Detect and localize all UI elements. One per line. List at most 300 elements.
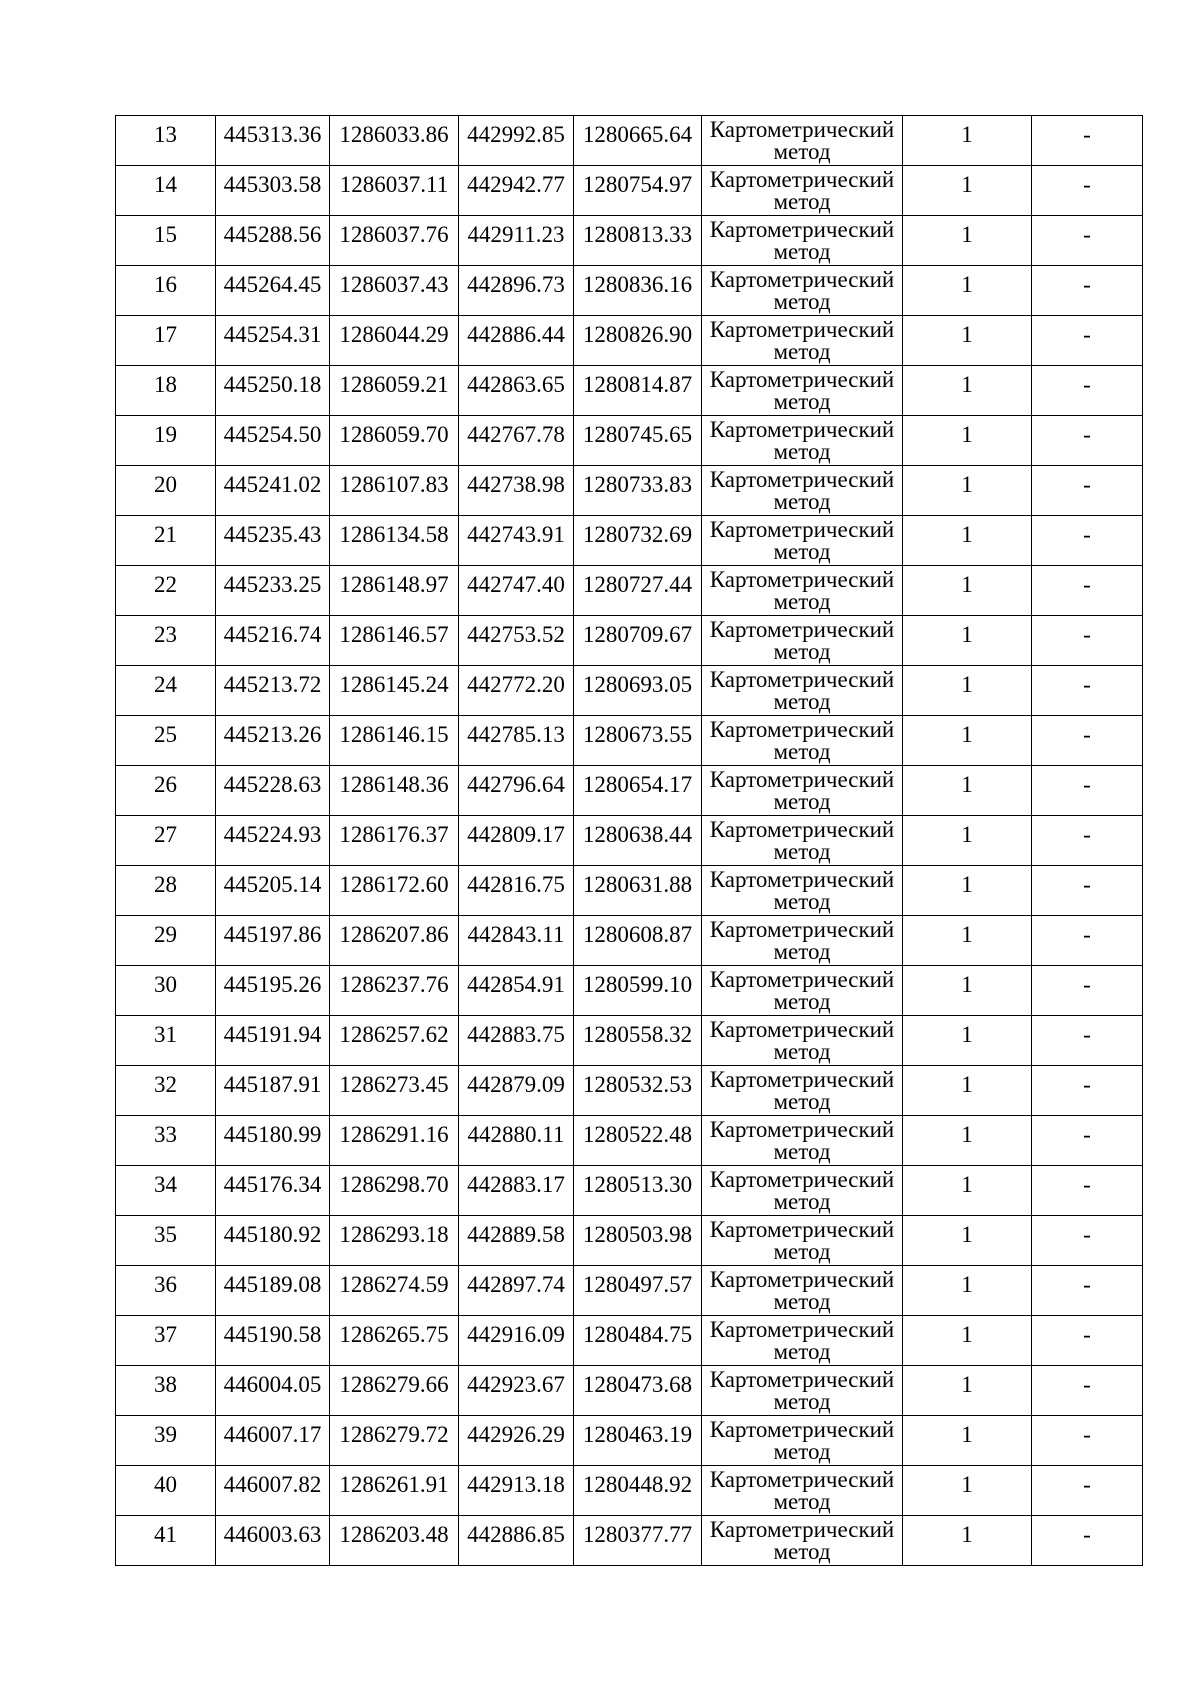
y-coordinate-2-cell	[574, 816, 702, 866]
point-number-cell	[116, 916, 216, 966]
table-row	[116, 1466, 1143, 1516]
x-coordinate-2-text: 442942.77	[467, 172, 565, 197]
x-coordinate-2-cell	[459, 866, 574, 916]
method-text-line1: Картометрический	[709, 1367, 895, 1392]
note-text: -	[1083, 722, 1091, 747]
accuracy-text: 1	[961, 372, 973, 397]
x-coordinate-2-text: 442883.75	[467, 1022, 565, 1047]
y-coordinate-1-text: 1286279.72	[339, 1422, 449, 1447]
x-coordinate-2-text: 442854.91	[467, 972, 565, 997]
y-coordinate-1-text: 1286274.59	[339, 1272, 449, 1297]
point-number-text: 32	[154, 1072, 177, 1097]
table-row	[116, 116, 1143, 166]
table-row	[116, 1066, 1143, 1116]
x-coordinate-2-text: 442886.85	[467, 1522, 565, 1547]
method-text-line1: Картометрический	[709, 667, 895, 692]
point-number-text: 36	[154, 1272, 177, 1297]
note-text: -	[1083, 172, 1091, 197]
y-coordinate-1-cell	[330, 266, 459, 316]
point-number-cell	[116, 866, 216, 916]
method-text-line2: метод	[773, 1489, 831, 1514]
method-text-line1: Картометрический	[709, 1267, 895, 1292]
method-text-line2: метод	[773, 139, 831, 164]
method-cell	[702, 1116, 903, 1166]
y-coordinate-1-text: 1286146.15	[339, 722, 449, 747]
point-number-cell	[116, 416, 216, 466]
accuracy-text: 1	[961, 1122, 973, 1147]
method-cell	[702, 116, 903, 166]
y-coordinate-1-cell	[330, 316, 459, 366]
x-coordinate-2-cell	[459, 566, 574, 616]
note-cell	[1032, 666, 1143, 716]
accuracy-text: 1	[961, 1522, 973, 1547]
method-text-line2: метод	[773, 789, 831, 814]
note-cell	[1032, 966, 1143, 1016]
x-coordinate-2-cell	[459, 1066, 574, 1116]
x-coordinate-1-cell	[216, 866, 330, 916]
note-cell	[1032, 1216, 1143, 1266]
x-coordinate-1-text: 445233.25	[223, 572, 322, 597]
y-coordinate-2-cell	[574, 916, 702, 966]
y-coordinate-1-text: 1286146.57	[339, 622, 449, 647]
y-coordinate-2-cell	[574, 166, 702, 216]
method-cell	[702, 1416, 903, 1466]
table-row	[116, 1016, 1143, 1066]
y-coordinate-2-cell	[574, 566, 702, 616]
y-coordinate-1-cell	[330, 1366, 459, 1416]
x-coordinate-1-text: 445191.94	[223, 1022, 322, 1047]
note-text: -	[1083, 972, 1091, 997]
note-text: -	[1083, 1072, 1091, 1097]
y-coordinate-1-text: 1286044.29	[339, 322, 449, 347]
table-row	[116, 1216, 1143, 1266]
method-cell	[702, 666, 903, 716]
x-coordinate-2-cell	[459, 766, 574, 816]
point-number-text: 33	[154, 1122, 177, 1147]
y-coordinate-2-text: 1280826.90	[582, 322, 693, 347]
method-text-line1: Картометрический	[709, 217, 895, 242]
accuracy-text: 1	[961, 872, 973, 897]
y-coordinate-2-text: 1280693.05	[582, 672, 693, 697]
y-coordinate-1-cell	[330, 566, 459, 616]
y-coordinate-2-text: 1280814.87	[582, 372, 693, 397]
method-text-line2: метод	[773, 1089, 831, 1114]
x-coordinate-2-cell	[459, 516, 574, 566]
accuracy-cell	[903, 1016, 1032, 1066]
x-coordinate-1-cell	[216, 1316, 330, 1366]
point-number-text: 34	[154, 1172, 177, 1197]
point-number-text: 26	[154, 772, 177, 797]
y-coordinate-2-cell	[574, 316, 702, 366]
accuracy-text: 1	[961, 722, 973, 747]
x-coordinate-1-text: 445241.02	[223, 472, 322, 497]
x-coordinate-2-cell	[459, 416, 574, 466]
method-text-line2: метод	[773, 1239, 831, 1264]
x-coordinate-1-text: 445189.08	[223, 1272, 322, 1297]
note-cell	[1032, 1116, 1143, 1166]
note-cell	[1032, 1416, 1143, 1466]
x-coordinate-1-text: 445228.63	[223, 772, 322, 797]
table-row	[116, 266, 1143, 316]
y-coordinate-1-text: 1286291.16	[339, 1122, 449, 1147]
note-text: -	[1083, 822, 1091, 847]
x-coordinate-2-cell	[459, 1466, 574, 1516]
y-coordinate-1-cell	[330, 866, 459, 916]
table-row	[116, 916, 1143, 966]
y-coordinate-1-cell	[330, 916, 459, 966]
method-text-line2: метод	[773, 539, 831, 564]
method-text-line1: Картометрический	[709, 967, 895, 992]
x-coordinate-1-cell	[216, 1266, 330, 1316]
y-coordinate-2-cell	[574, 966, 702, 1016]
y-coordinate-2-text: 1280631.88	[582, 872, 693, 897]
y-coordinate-1-text: 1286107.83	[339, 472, 449, 497]
accuracy-text: 1	[961, 622, 973, 647]
x-coordinate-1-cell	[216, 1516, 330, 1566]
x-coordinate-1-cell	[216, 666, 330, 716]
y-coordinate-2-cell	[574, 366, 702, 416]
x-coordinate-1-text: 445254.31	[223, 322, 322, 347]
y-coordinate-2-cell	[574, 266, 702, 316]
method-cell	[702, 1366, 903, 1416]
method-text-line2: метод	[773, 639, 831, 664]
method-text-line1: Картометрический	[709, 1317, 895, 1342]
x-coordinate-2-text: 442897.74	[467, 1272, 565, 1297]
x-coordinate-2-text: 442923.67	[467, 1372, 565, 1397]
note-cell	[1032, 166, 1143, 216]
y-coordinate-2-cell	[574, 766, 702, 816]
accuracy-cell	[903, 1366, 1032, 1416]
x-coordinate-2-text: 442926.29	[467, 1422, 565, 1447]
x-coordinate-1-cell	[216, 1466, 330, 1516]
y-coordinate-1-text: 1286207.86	[339, 922, 449, 947]
method-text-line2: метод	[773, 439, 831, 464]
y-coordinate-1-text: 1286033.86	[339, 122, 449, 147]
x-coordinate-1-cell	[216, 766, 330, 816]
y-coordinate-1-text: 1286203.48	[339, 1522, 449, 1547]
x-coordinate-1-text: 445176.34	[223, 1172, 322, 1197]
method-cell	[702, 266, 903, 316]
method-text-line1: Картометрический	[709, 1417, 895, 1442]
x-coordinate-2-cell	[459, 466, 574, 516]
x-coordinate-1-cell	[216, 316, 330, 366]
x-coordinate-2-text: 442883.17	[467, 1172, 565, 1197]
method-cell	[702, 766, 903, 816]
y-coordinate-2-text: 1280608.87	[582, 922, 693, 947]
note-cell	[1032, 716, 1143, 766]
table-row	[116, 566, 1143, 616]
x-coordinate-1-cell	[216, 1366, 330, 1416]
accuracy-text: 1	[961, 1022, 973, 1047]
y-coordinate-2-text: 1280503.98	[582, 1222, 693, 1247]
note-cell	[1032, 1166, 1143, 1216]
y-coordinate-2-text: 1280673.55	[582, 722, 693, 747]
y-coordinate-1-cell	[330, 716, 459, 766]
note-cell	[1032, 766, 1143, 816]
x-coordinate-2-cell	[459, 1216, 574, 1266]
point-number-cell	[116, 716, 216, 766]
method-text-line1: Картометрический	[709, 1517, 895, 1542]
note-text: -	[1083, 1172, 1091, 1197]
accuracy-cell	[903, 266, 1032, 316]
x-coordinate-2-text: 442767.78	[467, 422, 565, 447]
y-coordinate-1-cell	[330, 1516, 459, 1566]
point-number-cell	[116, 666, 216, 716]
accuracy-cell	[903, 1066, 1032, 1116]
x-coordinate-2-text: 442796.64	[467, 772, 565, 797]
note-cell	[1032, 366, 1143, 416]
x-coordinate-1-text: 445235.43	[223, 522, 322, 547]
method-cell	[702, 566, 903, 616]
note-text: -	[1083, 1522, 1091, 1547]
method-text-line1: Картометрический	[709, 367, 895, 392]
x-coordinate-2-cell	[459, 1516, 574, 1566]
table-row	[116, 216, 1143, 266]
y-coordinate-2-cell	[574, 666, 702, 716]
x-coordinate-1-cell	[216, 266, 330, 316]
accuracy-cell	[903, 1116, 1032, 1166]
method-text-line2: метод	[773, 1039, 831, 1064]
point-number-cell	[116, 1366, 216, 1416]
x-coordinate-1-text: 445187.91	[223, 1072, 322, 1097]
note-text: -	[1083, 1022, 1091, 1047]
table-row	[116, 666, 1143, 716]
y-coordinate-1-cell	[330, 516, 459, 566]
table-row	[116, 1116, 1143, 1166]
note-text: -	[1083, 372, 1091, 397]
x-coordinate-2-text: 442785.13	[467, 722, 565, 747]
point-number-text: 25	[154, 722, 177, 747]
x-coordinate-1-cell	[216, 966, 330, 1016]
note-cell	[1032, 816, 1143, 866]
method-text-line1: Картометрический	[709, 1217, 895, 1242]
note-text: -	[1083, 222, 1091, 247]
method-text-line2: метод	[773, 939, 831, 964]
point-number-text: 29	[154, 922, 177, 947]
note-cell	[1032, 266, 1143, 316]
point-number-cell	[116, 1516, 216, 1566]
x-coordinate-1-text: 445254.50	[223, 422, 322, 447]
x-coordinate-2-cell	[459, 666, 574, 716]
method-text-line2: метод	[773, 489, 831, 514]
y-coordinate-1-text: 1286257.62	[339, 1022, 449, 1047]
accuracy-text: 1	[961, 922, 973, 947]
x-coordinate-1-text: 445250.18	[223, 372, 322, 397]
x-coordinate-1-cell	[216, 516, 330, 566]
point-number-text: 16	[154, 272, 177, 297]
point-number-cell	[116, 1316, 216, 1366]
point-number-cell	[116, 1066, 216, 1116]
y-coordinate-1-text: 1286172.60	[339, 872, 449, 897]
accuracy-cell	[903, 1516, 1032, 1566]
point-number-text: 13	[154, 122, 177, 147]
table-row	[116, 166, 1143, 216]
method-text-line1: Картометрический	[709, 417, 895, 442]
x-coordinate-2-text: 442753.52	[467, 622, 565, 647]
point-number-cell	[116, 1266, 216, 1316]
accuracy-cell	[903, 1266, 1032, 1316]
point-number-cell	[116, 1416, 216, 1466]
note-text: -	[1083, 522, 1091, 547]
accuracy-cell	[903, 316, 1032, 366]
method-text-line2: метод	[773, 889, 831, 914]
x-coordinate-2-cell	[459, 116, 574, 166]
point-number-text: 15	[154, 222, 177, 247]
point-number-cell	[116, 516, 216, 566]
table-row	[116, 966, 1143, 1016]
accuracy-cell	[903, 366, 1032, 416]
x-coordinate-2-text: 442889.58	[467, 1222, 565, 1247]
x-coordinate-2-cell	[459, 166, 574, 216]
accuracy-cell	[903, 416, 1032, 466]
point-number-text: 14	[154, 172, 177, 197]
y-coordinate-2-cell	[574, 1066, 702, 1116]
point-number-cell	[116, 366, 216, 416]
y-coordinate-2-cell	[574, 1516, 702, 1566]
accuracy-text: 1	[961, 472, 973, 497]
x-coordinate-1-text: 445313.36	[223, 122, 322, 147]
table-row	[116, 1266, 1143, 1316]
note-text: -	[1083, 322, 1091, 347]
note-cell	[1032, 416, 1143, 466]
accuracy-text: 1	[961, 1372, 973, 1397]
y-coordinate-1-text: 1286037.43	[339, 272, 449, 297]
x-coordinate-2-cell	[459, 266, 574, 316]
x-coordinate-1-text: 445213.72	[223, 672, 322, 697]
method-text-line2: метод	[773, 1339, 831, 1364]
point-number-cell	[116, 616, 216, 666]
y-coordinate-2-text: 1280599.10	[582, 972, 693, 997]
x-coordinate-2-text: 442880.11	[467, 1122, 565, 1147]
method-text-line1: Картометрический	[709, 1117, 895, 1142]
point-number-text: 39	[154, 1422, 177, 1447]
coordinates-table	[115, 115, 1143, 1566]
accuracy-cell	[903, 716, 1032, 766]
x-coordinate-1-cell	[216, 1116, 330, 1166]
accuracy-cell	[903, 466, 1032, 516]
accuracy-text: 1	[961, 322, 973, 347]
accuracy-text: 1	[961, 1422, 973, 1447]
y-coordinate-2-text: 1280522.48	[582, 1122, 693, 1147]
method-text-line2: метод	[773, 289, 831, 314]
point-number-cell	[116, 1166, 216, 1216]
y-coordinate-2-text: 1280448.92	[582, 1472, 693, 1497]
accuracy-cell	[903, 866, 1032, 916]
accuracy-cell	[903, 566, 1032, 616]
x-coordinate-2-cell	[459, 1266, 574, 1316]
method-text-line1: Картометрический	[709, 517, 895, 542]
note-cell	[1032, 516, 1143, 566]
note-cell	[1032, 466, 1143, 516]
method-text-line1: Картометрический	[709, 917, 895, 942]
accuracy-cell	[903, 916, 1032, 966]
x-coordinate-1-cell	[216, 416, 330, 466]
table-body	[116, 116, 1143, 1566]
y-coordinate-2-cell	[574, 1016, 702, 1066]
point-number-text: 17	[154, 322, 177, 347]
x-coordinate-2-cell	[459, 916, 574, 966]
accuracy-text: 1	[961, 1072, 973, 1097]
y-coordinate-1-cell	[330, 816, 459, 866]
x-coordinate-1-cell	[216, 116, 330, 166]
accuracy-cell	[903, 216, 1032, 266]
y-coordinate-1-text: 1286145.24	[339, 672, 449, 697]
point-number-cell	[116, 1466, 216, 1516]
note-cell	[1032, 1466, 1143, 1516]
method-cell	[702, 1316, 903, 1366]
method-cell	[702, 1066, 903, 1116]
point-number-text: 40	[154, 1472, 177, 1497]
y-coordinate-2-text: 1280638.44	[582, 822, 693, 847]
method-text-line2: метод	[773, 1289, 831, 1314]
table-row	[116, 1516, 1143, 1566]
point-number-text: 21	[154, 522, 177, 547]
x-coordinate-1-cell	[216, 216, 330, 266]
note-cell	[1032, 1066, 1143, 1116]
x-coordinate-1-text: 445213.26	[223, 722, 322, 747]
y-coordinate-1-cell	[330, 616, 459, 666]
method-cell	[702, 966, 903, 1016]
x-coordinate-2-cell	[459, 1366, 574, 1416]
y-coordinate-2-text: 1280754.97	[582, 172, 693, 197]
x-coordinate-2-cell	[459, 716, 574, 766]
method-text-line1: Картометрический	[709, 467, 895, 492]
x-coordinate-1-text: 445288.56	[223, 222, 322, 247]
x-coordinate-1-cell	[216, 366, 330, 416]
point-number-text: 38	[154, 1372, 177, 1397]
method-text-line2: метод	[773, 1139, 831, 1164]
method-text-line2: метод	[773, 589, 831, 614]
method-text-line2: метод	[773, 839, 831, 864]
method-text-line2: метод	[773, 389, 831, 414]
y-coordinate-2-cell	[574, 416, 702, 466]
accuracy-cell	[903, 666, 1032, 716]
table-row	[116, 766, 1143, 816]
method-text-line1: Картометрический	[709, 567, 895, 592]
y-coordinate-1-text: 1286037.11	[339, 172, 449, 197]
method-cell	[702, 916, 903, 966]
table-row	[116, 316, 1143, 366]
method-text-line1: Картометрический	[709, 867, 895, 892]
note-text: -	[1083, 772, 1091, 797]
y-coordinate-1-cell	[330, 166, 459, 216]
point-number-text: 19	[154, 422, 177, 447]
x-coordinate-1-text: 445205.14	[223, 872, 322, 897]
y-coordinate-1-text: 1286293.18	[339, 1222, 449, 1247]
y-coordinate-2-text: 1280745.65	[582, 422, 693, 447]
method-text-line1: Картометрический	[709, 1167, 895, 1192]
method-text-line1: Картометрический	[709, 1017, 895, 1042]
note-text: -	[1083, 872, 1091, 897]
x-coordinate-2-cell	[459, 1416, 574, 1466]
x-coordinate-2-text: 442809.17	[467, 822, 565, 847]
point-number-cell	[116, 816, 216, 866]
table-row	[116, 816, 1143, 866]
y-coordinate-1-text: 1286134.58	[339, 522, 449, 547]
note-text: -	[1083, 672, 1091, 697]
note-text: -	[1083, 1372, 1091, 1397]
method-text-line2: метод	[773, 339, 831, 364]
accuracy-text: 1	[961, 1272, 973, 1297]
x-coordinate-1-text: 445180.92	[223, 1222, 322, 1247]
x-coordinate-1-cell	[216, 1166, 330, 1216]
note-text: -	[1083, 572, 1091, 597]
accuracy-cell	[903, 1466, 1032, 1516]
y-coordinate-2-cell	[574, 116, 702, 166]
accuracy-text: 1	[961, 522, 973, 547]
x-coordinate-1-cell	[216, 1016, 330, 1066]
y-coordinate-1-cell	[330, 966, 459, 1016]
